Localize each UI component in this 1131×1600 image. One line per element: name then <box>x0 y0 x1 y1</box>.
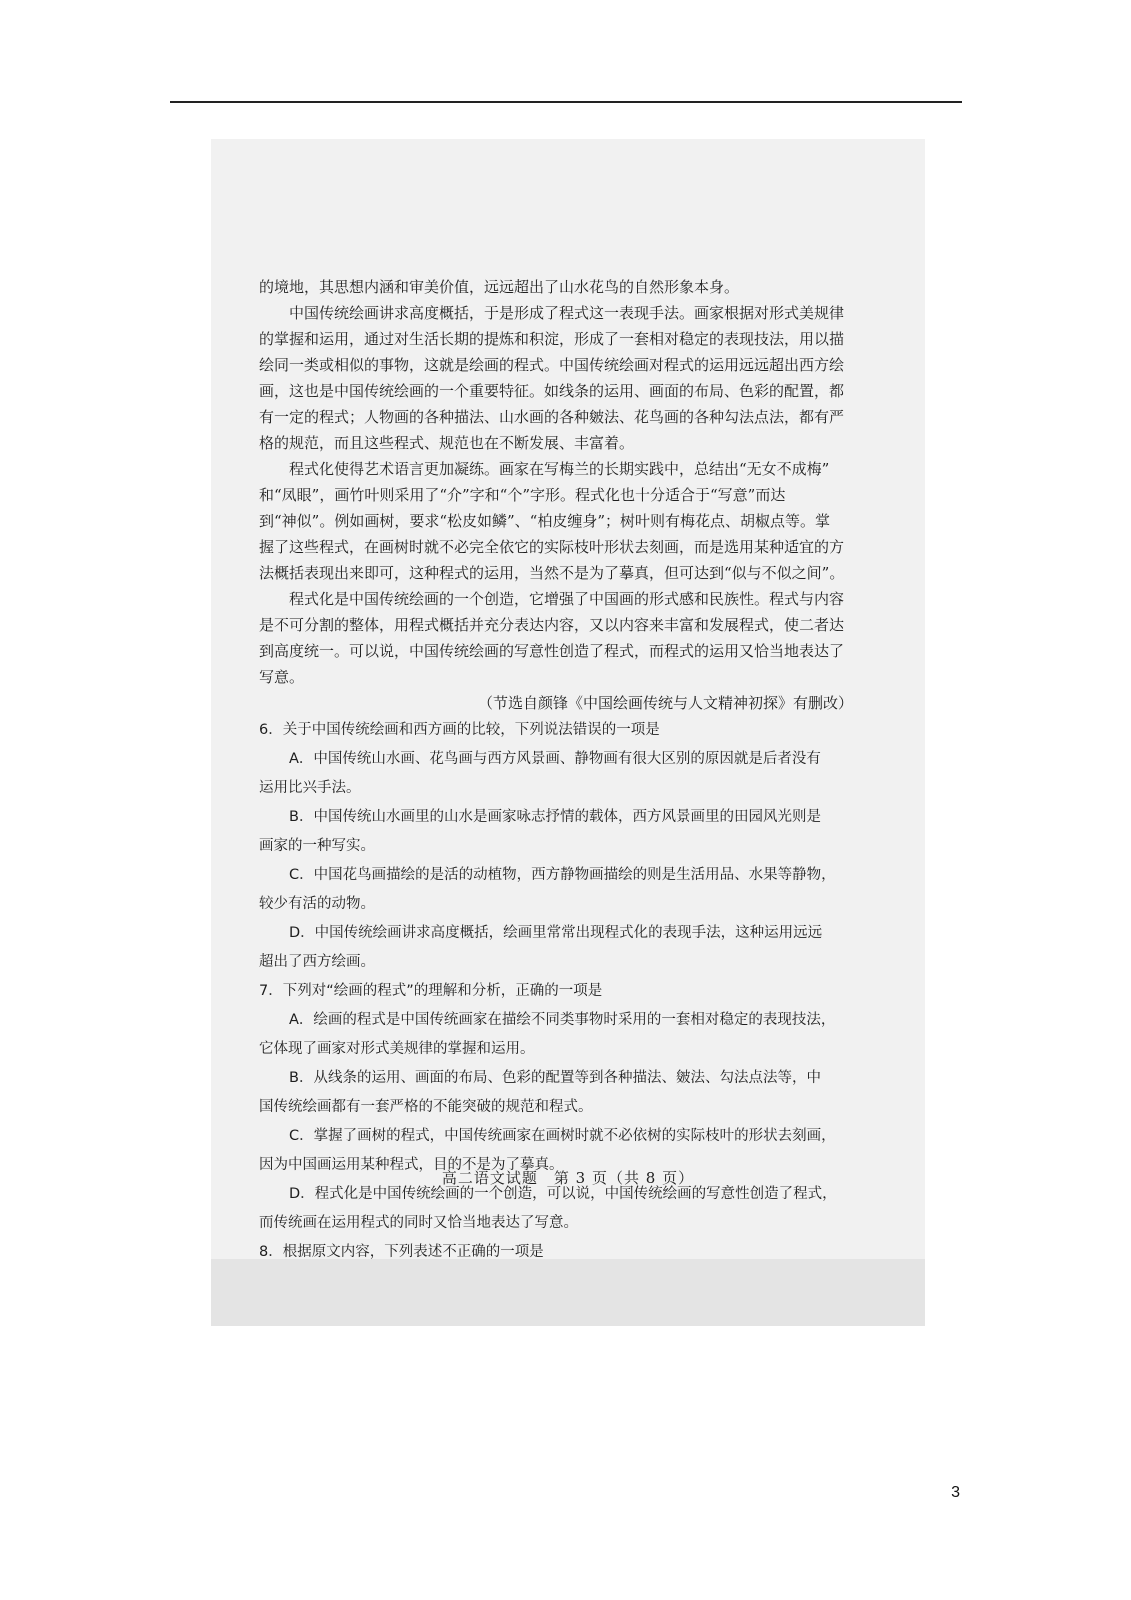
passage-line: 到高度统一。可以说，中国传统绘画的写意性创造了程式，而程式的运用又恰当地表达了 <box>259 642 845 660</box>
question-6-option-c-cont: 较少有活的动物。 <box>259 896 375 912</box>
passage-line: 画，这也是中国传统绘画的一个重要特征。如线条的运用、画面的布局、色彩的配置，都 <box>259 382 845 400</box>
passage-line: 写意。 <box>259 668 305 686</box>
question-7-stem: 7．下列对“绘画的程式”的理解和分析，正确的一项是 <box>259 983 603 999</box>
exam-footer: 高二语文试题 第 3 页（共 8 页） <box>441 1169 695 1187</box>
question-6-option-b: B．中国传统山水画里的山水是画家咏志抒情的载体，西方风景画里的田园风光则是 <box>289 809 821 825</box>
question-6-option-a: A．中国传统山水画、花鸟画与西方风景画、静物画有很大区别的原因就是后者没有 <box>289 751 821 767</box>
passage-line: 的境地，其思想内涵和审美价值，远远超出了山水花鸟的自然形象本身。 <box>259 278 740 296</box>
passage-line: 程式化使得艺术语言更加凝练。画家在写梅兰的长期实践中，总结出“无女不成梅” <box>289 460 830 478</box>
scanned-exam-page <box>211 139 925 1326</box>
question-7-option-b: B．从线条的运用、画面的布局、色彩的配置等到各种描法、皴法、勾法点法等，中 <box>289 1070 821 1086</box>
question-7-option-d: D．程式化是中国传统绘画的一个创造，可以说，中国传统绘画的写意性创造了程式， <box>289 1186 837 1202</box>
question-7-option-b-cont: 国传统绘画都有一套严格的不能突破的规范和程式。 <box>259 1099 593 1115</box>
scan-text-block <box>259 274 859 1267</box>
question-7-option-a: A．绘画的程式是中国传统画家在描绘不同类事物时采用的一套相对稳定的表现技法， <box>289 1012 836 1028</box>
scan-bottom-margin <box>211 1259 925 1326</box>
passage-source: （节选自颜锋《中国绘画传统与人文精神初探》有删改） <box>477 694 853 712</box>
question-8-stem: 8．根据原文内容，下列表述不正确的一项是 <box>259 1244 544 1260</box>
passage-line: 中国传统绘画讲求高度概括，于是形成了程式这一表现手法。画家根据对形式美规律 <box>289 304 845 322</box>
passage-line: 程式化是中国传统绘画的一个创造，它增强了中国画的形式感和民族性。程式与内容 <box>289 590 845 608</box>
passage-line: 是不可分割的整体，用程式概括并充分表达内容，又以内容来丰富和发展程式，使二者达 <box>259 616 845 634</box>
question-7-option-a-cont: 它体现了画家对形式美规律的掌握和运用。 <box>259 1041 535 1057</box>
question-7-option-c-cont: 因为中国画运用某种程式，目的不是为了摹真。 <box>259 1157 564 1173</box>
passage-line: 和“凤眼”，画竹叶则采用了“介”字和“个”字形。程式化也十分适合于“写意”而达 <box>259 486 786 504</box>
question-6-stem: 6．关于中国传统绘画和西方画的比较，下列说法错误的一项是 <box>259 722 660 738</box>
question-6-option-d: D．中国传统绘画讲求高度概括，绘画里常常出现程式化的表现手法，这种运用远远 <box>289 925 823 941</box>
passage-line: 绘同一类或相似的事物，这就是绘画的程式。中国传统绘画对程式的运用远远超出西方绘 <box>259 356 845 374</box>
question-6-option-a-cont: 运用比兴手法。 <box>259 780 361 796</box>
passage-line: 法概括表现出来即可，这种程式的运用，当然不是为了摹真，但可达到“似与不似之间”。 <box>259 564 845 582</box>
page-number: 3 <box>951 1484 960 1501</box>
question-6-option-b-cont: 画家的一种写实。 <box>259 838 375 854</box>
passage-line: 握了这些程式，在画树时就不必完全依它的实际枝叶形状去刻画，而是选用某种适宜的方 <box>259 538 845 556</box>
header-rule <box>170 101 962 103</box>
passage-line: 的掌握和运用，通过对生活长期的提炼和积淀，形成了一套相对稳定的表现技法，用以描 <box>259 330 845 348</box>
question-7-option-c: C．掌握了画树的程式，中国传统画家在画树时就不必依树的实际枝叶的形状去刻画， <box>289 1128 836 1144</box>
question-7-option-d-cont: 而传统画在运用程式的同时又恰当地表达了写意。 <box>259 1215 578 1231</box>
question-6-option-d-cont: 超出了西方绘画。 <box>259 954 375 970</box>
passage-line: 格的规范，而且这些程式、规范也在不断发展、丰富着。 <box>259 434 635 452</box>
passage-line: 有一定的程式；人物画的各种描法、山水画的各种皴法、花鸟画的各种勾法点法，都有严 <box>259 408 845 426</box>
question-6-option-c: C．中国花鸟画描绘的是活的动植物，西方静物画描绘的则是生活用品、水果等静物， <box>289 867 836 883</box>
passage-line: 到“神似”。例如画树，要求“松皮如鳞”、“柏皮缠身”；树叶则有梅花点、胡椒点等。掌 <box>259 512 831 530</box>
